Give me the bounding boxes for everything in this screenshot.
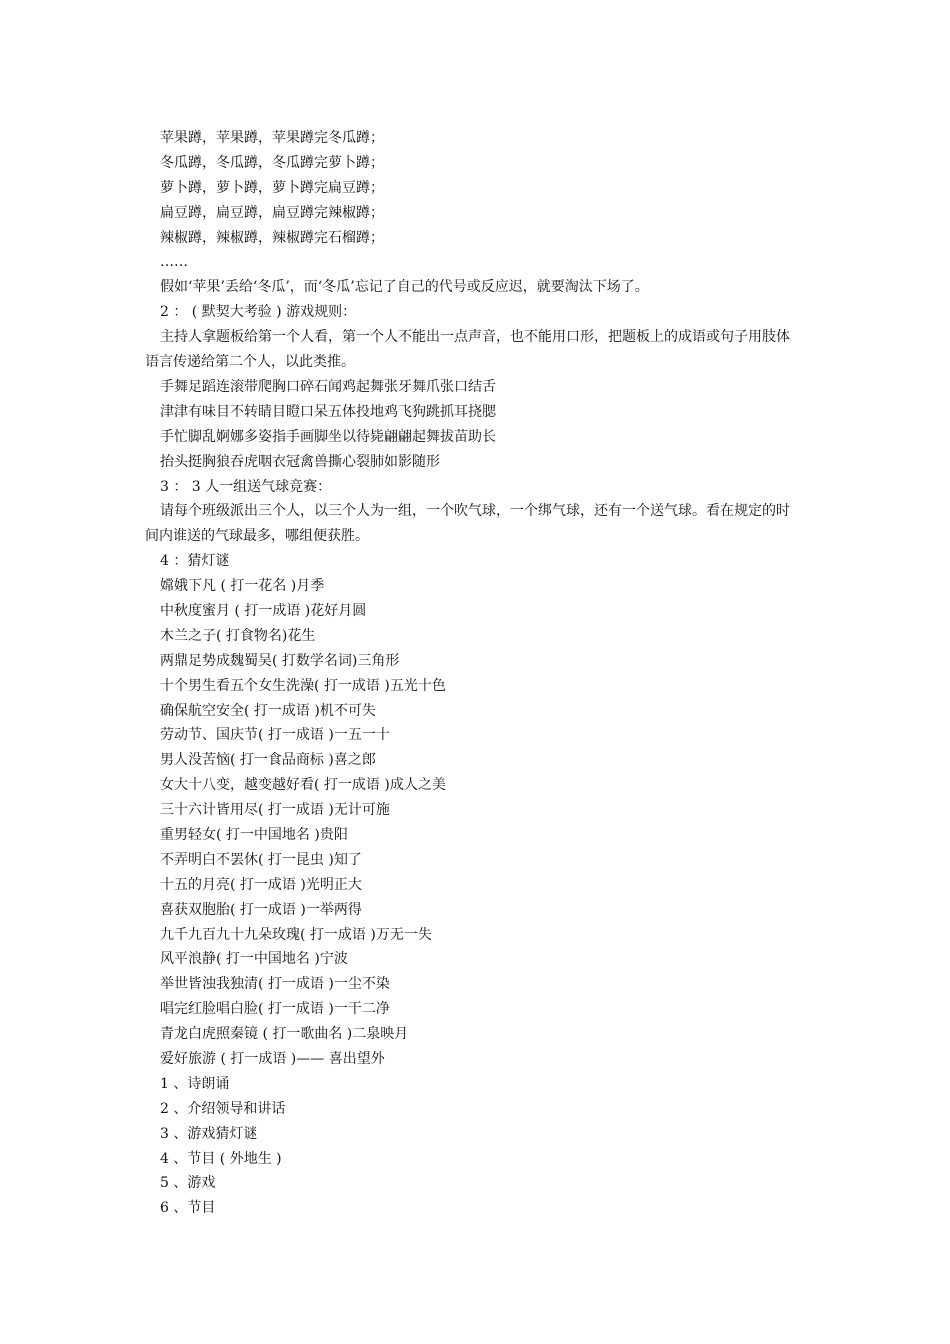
section-heading: 2 ： ( 默契大考验 ) 游戏规则： <box>160 304 357 321</box>
text-line: 辣椒蹲，辣椒蹲，辣椒蹲完石榴蹲； <box>160 229 384 246</box>
riddle-line: 确保航空安全( 打一成语 )机不可失 <box>160 702 376 719</box>
riddle-line: 十五的月亮( 打一成语 )光明正大 <box>160 876 362 893</box>
riddle-line: 风平浪静( 打一中国地名 )宁波 <box>160 951 348 968</box>
text-line: 冬瓜蹲，冬瓜蹲，冬瓜蹲完萝卜蹲； <box>160 154 384 171</box>
riddle-line: 重男轻女( 打一中国地名 )贵阳 <box>160 827 348 843</box>
riddle-line: 青龙白虎照秦镜 ( 打一歌曲名 )二泉映月 <box>160 1026 409 1043</box>
riddle-line: 劳动节、国庆节( 打一成语 )一五一十 <box>160 727 390 744</box>
program-item: 4 、节目 ( 外地生 ) <box>160 1150 282 1167</box>
riddle-line: 爱好旅游 ( 打一成语 )—— 喜出望外 <box>160 1051 385 1068</box>
ellipsis-line: …… <box>160 254 188 271</box>
text-line: 抬头挺胸狼吞虎咽衣冠禽兽撕心裂肺如影随形 <box>160 453 440 470</box>
riddle-line: 嫦娥下凡 ( 打一花名 )月季 <box>160 578 325 595</box>
text-line: 萝卜蹲，萝卜蹲，萝卜蹲完扁豆蹲； <box>160 179 384 196</box>
riddle-line: 不弄明白不罢休( 打一昆虫 )知了 <box>160 851 362 868</box>
text-line: 苹果蹲，苹果蹲，苹果蹲完冬瓜蹲； <box>160 130 384 146</box>
section-heading: 3 ： 3 人一组送气球竞赛： <box>160 478 332 495</box>
document-body <box>145 126 800 1221</box>
riddle-line: 木兰之子( 打食物名)花生 <box>160 627 316 644</box>
paragraph: 请每个班级派出三个人，以三个人为一组，一个吹气球，一个绑气球，还有一个送气球。看在规定的时间内谁送的气球最多，哪组便获胜。 <box>145 503 790 545</box>
program-item: 1 、诗朗诵 <box>160 1075 230 1092</box>
riddle-line: 女大十八变，越变越好看( 打一成语 )成人之美 <box>160 777 446 794</box>
program-item: 2 、介绍领导和讲话 <box>160 1100 286 1117</box>
text-line: 扁豆蹲，扁豆蹲，扁豆蹲完辣椒蹲； <box>160 204 384 221</box>
riddle-line: 唱完红脸唱白脸( 打一成语 )一干二净 <box>160 1001 390 1018</box>
riddle-line: 两鼎足势成魏蜀吴( 打数学名词)三角形 <box>160 652 400 669</box>
program-item: 6 、节目 <box>160 1200 216 1217</box>
text-line: 手舞足蹈连滚带爬胸口碎石闻鸡起舞张牙舞爪张口结舌 <box>160 378 496 395</box>
text-line: 手忙脚乱婀娜多姿指手画脚坐以待毙翩翩起舞拔苗助长 <box>160 428 496 445</box>
riddle-line: 喜获双胞胎( 打一成语 )一举两得 <box>160 901 362 918</box>
paragraph: 主持人拿题板给第一个人看，第一个人不能出一点声音，也不能用口形，把题板上的成语或句子用肢体语言传递给第二个人，以此类推。 <box>145 329 790 371</box>
riddle-line: 十个男生看五个女生洗澡( 打一成语 )五光十色 <box>160 677 446 694</box>
riddle-line: 九千九百九十九朵玫瑰( 打一成语 )万无一失 <box>160 926 432 943</box>
program-item: 5 、游戏 <box>160 1175 216 1192</box>
program-item: 3 、游戏猜灯谜 <box>160 1125 258 1142</box>
riddle-line: 举世皆浊我独清( 打一成语 )一尘不染 <box>160 976 390 993</box>
text-line: 津津有味目不转睛目瞪口呆五体投地鸡飞狗跳抓耳挠腮 <box>160 403 496 420</box>
riddle-line: 男人没苦恼( 打一食品商标 )喜之郎 <box>160 752 376 769</box>
riddle-line: 三十六计皆用尽( 打一成语 )无计可施 <box>160 802 390 819</box>
section-heading: 4 ：猜灯谜 <box>160 553 230 570</box>
text-line: 假如‘苹果’丢给‘冬瓜’，而‘冬瓜’忘记了自己的代号或反应迟，就要淘汰下场了。 <box>160 279 649 296</box>
riddle-line: 中秋度蜜月 ( 打一成语 )花好月圆 <box>160 602 367 619</box>
